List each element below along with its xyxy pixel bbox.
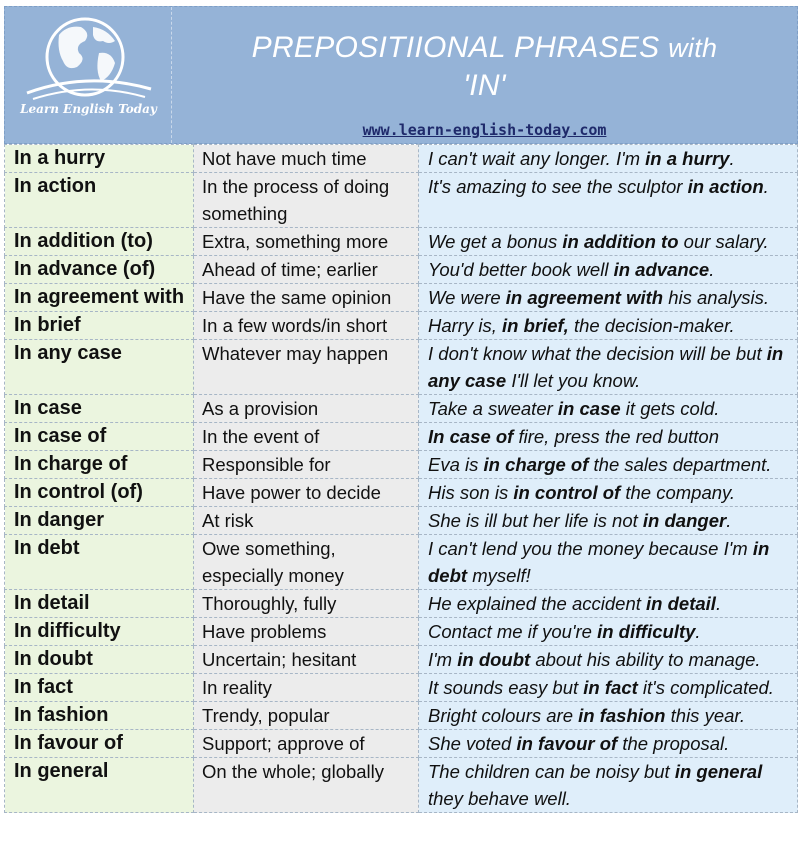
phrase-cell: In addition (to) — [5, 228, 194, 256]
example-text: We were — [428, 287, 506, 308]
example-phrase: In case of — [428, 426, 514, 447]
table-row — [5, 256, 798, 284]
phrase-cell: In case of — [5, 423, 194, 451]
example-phrase: in charge of — [483, 454, 589, 475]
table-row — [5, 451, 798, 479]
example-cell — [419, 395, 798, 423]
logo-text: Learn English Today — [20, 102, 157, 116]
meaning-cell: Whatever may happen — [194, 340, 419, 395]
example-text: it gets cold. — [620, 398, 720, 419]
phrase-cell: In any case — [5, 340, 194, 395]
phrase-cell: In charge of — [5, 451, 194, 479]
meaning-cell: Extra, something more — [194, 228, 419, 256]
phrase-cell: In a hurry — [5, 145, 194, 173]
meaning-cell: Trendy, popular — [194, 702, 419, 730]
meaning-cell: Thoroughly, fully — [194, 590, 419, 618]
meaning-cell: Support; approve of — [194, 730, 419, 758]
example-cell — [419, 758, 798, 813]
example-text: the company. — [620, 482, 736, 503]
title-with: with — [668, 33, 718, 63]
example-cell — [419, 618, 798, 646]
meaning-cell: Have the same opinion — [194, 284, 419, 312]
table-row — [5, 173, 798, 228]
example-text: it's complicated. — [637, 677, 774, 698]
example-text: fire, press the red button — [513, 426, 720, 447]
example-phrase: in advance — [613, 259, 710, 280]
example-phrase: in fact — [583, 677, 638, 698]
example-text: our salary. — [678, 231, 769, 252]
example-cell — [419, 479, 798, 507]
example-text: myself! — [467, 565, 531, 586]
example-cell — [419, 423, 798, 451]
example-text: You'd better book well — [428, 259, 614, 280]
phrase-cell: In doubt — [5, 646, 194, 674]
example-phrase: in fashion — [578, 705, 666, 726]
example-phrase: in danger — [642, 510, 727, 531]
phrase-cell: In agreement with — [5, 284, 194, 312]
example-text: . — [695, 621, 701, 642]
example-text: She is ill but her life is not — [428, 510, 643, 531]
example-text: She voted — [428, 733, 517, 754]
example-text: Bright colours are — [428, 705, 579, 726]
example-text: I can't lend you the money because I'm — [428, 538, 753, 559]
phrase-cell: In debt — [5, 535, 194, 590]
example-text: He explained the accident — [428, 593, 647, 614]
table-row — [5, 646, 798, 674]
phrase-cell: In case — [5, 395, 194, 423]
table-row — [5, 507, 798, 535]
page-title — [172, 29, 797, 105]
example-phrase: in brief, — [502, 315, 569, 336]
example-cell — [419, 674, 798, 702]
table-row — [5, 145, 798, 173]
example-text: the sales department. — [588, 454, 772, 475]
phrase-cell: In general — [5, 758, 194, 813]
phrase-sheet — [4, 6, 798, 813]
example-text: the decision-maker. — [568, 315, 735, 336]
table-row — [5, 590, 798, 618]
example-phrase: in doubt — [457, 649, 531, 670]
example-text: I'll let you know. — [506, 370, 641, 391]
example-text: . — [709, 259, 715, 280]
example-cell — [419, 312, 798, 340]
title-in: 'IN' — [463, 69, 506, 102]
example-text: about his ability to manage. — [530, 649, 761, 670]
example-cell — [419, 535, 798, 590]
example-phrase: in debt — [428, 538, 770, 586]
example-cell — [419, 145, 798, 173]
phrase-cell: In difficulty — [5, 618, 194, 646]
phrase-cell: In danger — [5, 507, 194, 535]
example-text: Harry is, — [428, 315, 502, 336]
meaning-cell: Uncertain; hesitant — [194, 646, 419, 674]
phrases-table — [4, 144, 798, 813]
example-text: The children can be noisy but — [428, 761, 675, 782]
meaning-cell: On the whole; globally — [194, 758, 419, 813]
example-text: I can't wait any longer. I'm — [428, 148, 646, 169]
example-text: . — [729, 148, 735, 169]
table-row — [5, 674, 798, 702]
meaning-cell: Owe something, especially money — [194, 535, 419, 590]
phrase-cell: In fashion — [5, 702, 194, 730]
table-row — [5, 284, 798, 312]
table-row — [5, 423, 798, 451]
example-text: the proposal. — [617, 733, 730, 754]
example-phrase: in addition to — [562, 231, 679, 252]
example-phrase: in any case — [428, 343, 784, 391]
header — [4, 6, 798, 144]
example-cell — [419, 228, 798, 256]
example-text: I'm — [428, 649, 458, 670]
example-phrase: in control of — [513, 482, 621, 503]
phrase-cell: In control (of) — [5, 479, 194, 507]
phrase-cell: In advance (of) — [5, 256, 194, 284]
phrase-cell: In detail — [5, 590, 194, 618]
example-text: It sounds easy but — [428, 677, 584, 698]
example-cell — [419, 646, 798, 674]
example-text: . — [726, 510, 732, 531]
example-phrase: in detail — [646, 593, 716, 614]
meaning-cell: As a provision — [194, 395, 419, 423]
website-link[interactable]: www.learn-english-today.com — [362, 121, 607, 139]
example-cell — [419, 284, 798, 312]
meaning-cell: In a few words/in short — [194, 312, 419, 340]
globe-icon — [19, 13, 159, 105]
example-cell — [419, 702, 798, 730]
phrase-cell: In brief — [5, 312, 194, 340]
meaning-cell: In reality — [194, 674, 419, 702]
example-text: Eva is — [428, 454, 484, 475]
example-cell — [419, 451, 798, 479]
table-row — [5, 730, 798, 758]
example-text: We get a bonus — [428, 231, 563, 252]
meaning-cell: Responsible for — [194, 451, 419, 479]
example-text: this year. — [665, 705, 746, 726]
example-text: Contact me if you're — [428, 621, 598, 642]
meaning-cell: Not have much time — [194, 145, 419, 173]
example-phrase: in favour of — [516, 733, 618, 754]
phrase-cell: In favour of — [5, 730, 194, 758]
logo — [5, 7, 172, 143]
example-cell — [419, 590, 798, 618]
example-cell — [419, 173, 798, 228]
table-row — [5, 312, 798, 340]
table-row — [5, 758, 798, 813]
phrase-cell: In action — [5, 173, 194, 228]
example-cell — [419, 730, 798, 758]
example-text: Take a sweater — [428, 398, 558, 419]
table-row — [5, 395, 798, 423]
table-row — [5, 228, 798, 256]
example-phrase: in action — [687, 176, 764, 197]
table-row — [5, 535, 798, 590]
meaning-cell: Have problems — [194, 618, 419, 646]
example-cell — [419, 256, 798, 284]
example-phrase: in agreement with — [505, 287, 664, 308]
example-text: His son is — [428, 482, 514, 503]
example-text: . — [715, 593, 722, 614]
meaning-cell: In the process of doing something — [194, 173, 419, 228]
example-text: his analysis. — [663, 287, 769, 308]
meaning-cell: Have power to decide — [194, 479, 419, 507]
example-phrase: in case — [557, 398, 621, 419]
example-phrase: in a hurry — [645, 148, 730, 169]
example-phrase: in difficulty — [597, 621, 696, 642]
table-row — [5, 340, 798, 395]
meaning-cell: At risk — [194, 507, 419, 535]
example-cell — [419, 507, 798, 535]
example-text: they behave well. — [428, 788, 571, 809]
table-row — [5, 479, 798, 507]
example-text: It's amazing to see the sculptor — [428, 176, 688, 197]
table-row — [5, 702, 798, 730]
example-phrase: in general — [674, 761, 763, 782]
meaning-cell: Ahead of time; earlier — [194, 256, 419, 284]
title-main: PREPOSITIIONAL PHRASES — [251, 31, 669, 64]
meaning-cell: In the event of — [194, 423, 419, 451]
phrase-cell: In fact — [5, 674, 194, 702]
example-text: . — [763, 176, 769, 197]
example-text: I don't know what the decision will be but — [428, 343, 767, 364]
example-cell — [419, 340, 798, 395]
table-row — [5, 618, 798, 646]
